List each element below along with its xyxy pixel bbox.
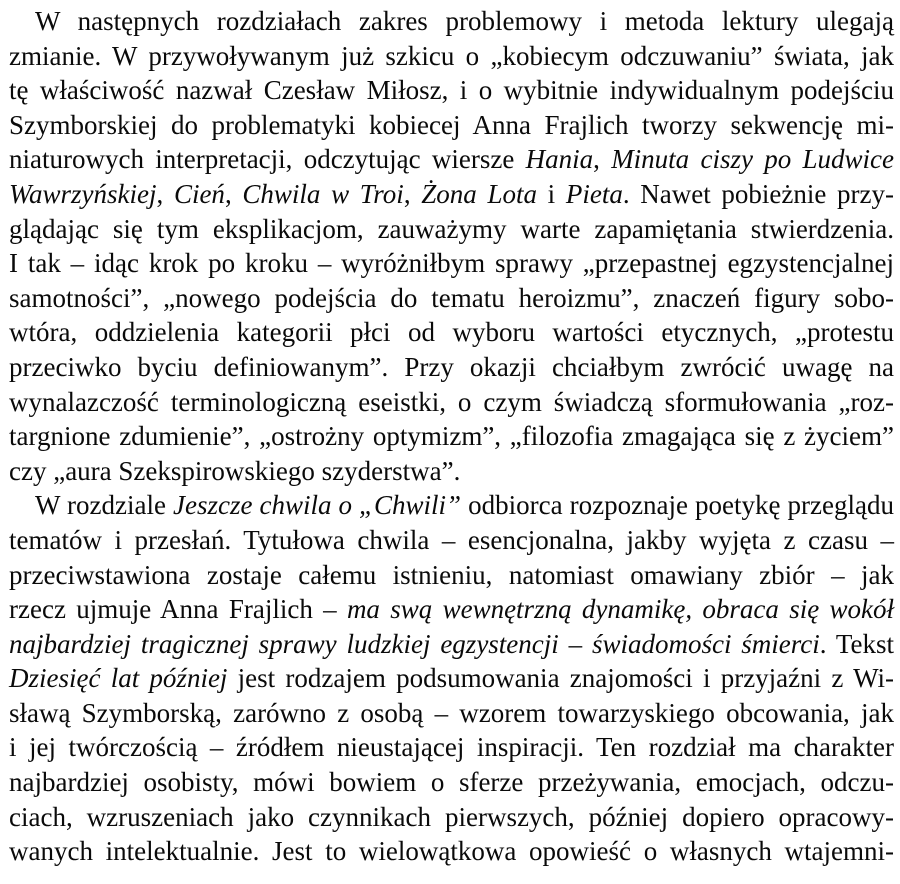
body-text — [9, 4, 894, 869]
text-line — [9, 730, 894, 765]
text-run: , — [156, 178, 174, 209]
text-run: glądając się tym eksplikacjom, zauważymy warte zapamiętania stwierdzenia. — [9, 213, 894, 244]
italic-title: ma swą wewnętrzną dynamikę, obraca się wokół — [346, 594, 894, 625]
text-run: ciach, wzruszeniach jako czynnikach pierwszych, później dopiero opracowy- — [9, 801, 894, 832]
text-line — [9, 212, 894, 247]
text-line — [9, 419, 894, 454]
text-line — [9, 661, 894, 696]
text-run: zmianie. W przywoływanym już szkicu o „kobiecym odczuwaniu” świata, jak — [9, 40, 894, 71]
text-line — [9, 592, 894, 627]
text-run: , — [593, 144, 612, 175]
text-run: najbardziej osobisty, mówi bowiem o sferze przeżywania, emocjach, odczu- — [9, 767, 894, 798]
text-run: wanych intelektualnie. Jest to wielowątkowa opowieść o własnych wtajemni- — [9, 836, 894, 867]
text-run: odbiorca rozpoznaje poetykę przeglądu — [461, 490, 894, 521]
text-line — [9, 454, 894, 489]
text-line — [9, 834, 894, 869]
italic-title: Hania — [525, 144, 594, 175]
text-line — [9, 696, 894, 731]
text-line — [9, 765, 894, 800]
text-run: . Tekst — [819, 628, 894, 659]
text-line — [9, 177, 894, 212]
text-line — [9, 627, 894, 662]
text-run: wtóra, oddzielenia kategorii płci od wyboru wartości etycznych, „protestu — [9, 317, 894, 348]
text-line — [9, 315, 894, 350]
italic-title: Wawrzyńskiej — [9, 178, 157, 209]
text-run: i jej twórczością – źródłem nieustającej inspiracji. Ten rozdział ma charakter — [9, 732, 894, 763]
italic-title: Cień — [173, 178, 225, 209]
text-run: , — [403, 178, 422, 209]
text-run: czy „aura Szekspirowskiego szyderstwa”. — [9, 455, 461, 486]
text-run: W rozdziale — [35, 490, 173, 521]
text-run: wynalazczość terminologiczną eseistki, o czym świadczą sformułowania „roz- — [9, 386, 894, 417]
paragraph — [9, 4, 894, 488]
document-page — [0, 4, 900, 884]
paragraph — [9, 488, 894, 869]
text-line — [9, 39, 894, 74]
text-run: przeciwstawiona zostaje całemu istnieniu, natomiast omawiany zbiór – jak — [9, 559, 894, 590]
text-run: i — [536, 178, 566, 209]
italic-title: Dziesięć lat później — [9, 663, 228, 694]
text-run: tę właściwość nazwał Czesław Miłosz, i o wybitnie indywidualnym podejściu — [9, 75, 894, 106]
text-run: jest rodzajem podsumowania znajomości i przyjaźni z Wi- — [227, 663, 895, 694]
text-run: niaturowych interpretacji, odczytując wiersze — [9, 144, 526, 175]
text-line — [9, 108, 894, 143]
italic-title: Żona Lota — [421, 178, 537, 209]
italic-title: Minuta ciszy po Ludwice — [611, 144, 894, 175]
text-line — [9, 488, 894, 523]
text-run: przeciwko byciu definiowanym”. Przy okazji chciałbym zwrócić uwagę na — [9, 351, 894, 382]
text-run: rzecz ujmuje Anna Frajlich – — [9, 594, 347, 625]
text-line — [9, 558, 894, 593]
text-run: . Nawet pobieżnie przy- — [622, 178, 895, 209]
text-run: samotności”, „nowego podejścia do tematu heroizmu”, znaczeń figury sobo- — [9, 282, 894, 313]
italic-title: najbardziej tragicznej sprawy ludzkiej egzystencji – świadomości śmierci — [9, 628, 820, 659]
text-run: tematów i przesłań. Tytułowa chwila – esencjonalna, jakby wyjęta z czasu – — [9, 524, 894, 555]
text-line — [9, 350, 894, 385]
text-run: targnione zdumienie”, „ostrożny optymizm”, „filozofia zmagająca się z życiem” — [9, 421, 894, 452]
text-line — [9, 142, 894, 177]
text-line — [9, 4, 894, 39]
text-line — [9, 73, 894, 108]
text-line — [9, 246, 894, 281]
italic-title: Chwila w Troi — [242, 178, 404, 209]
text-run: I tak – idąc krok po kroku – wyróżniłbym sprawy „przepastnej egzystencjalnej — [9, 248, 894, 279]
text-line — [9, 523, 894, 558]
text-line — [9, 800, 894, 835]
text-run: W następnych rozdziałach zakres problemowy i metoda lektury ulegają — [35, 6, 894, 36]
text-run: Szymborskiej do problematyki kobiecej Anna Frajlich tworzy sekwencję mi- — [9, 109, 894, 140]
italic-title: Jeszcze chwila o „Chwili” — [172, 490, 462, 521]
text-line — [9, 385, 894, 420]
text-run: sławą Szymborską, zarówno z osobą – wzorem towarzyskiego obcowania, jak — [9, 697, 894, 728]
text-line — [9, 281, 894, 316]
text-run: , — [224, 178, 243, 209]
italic-title: Pieta — [565, 178, 623, 209]
